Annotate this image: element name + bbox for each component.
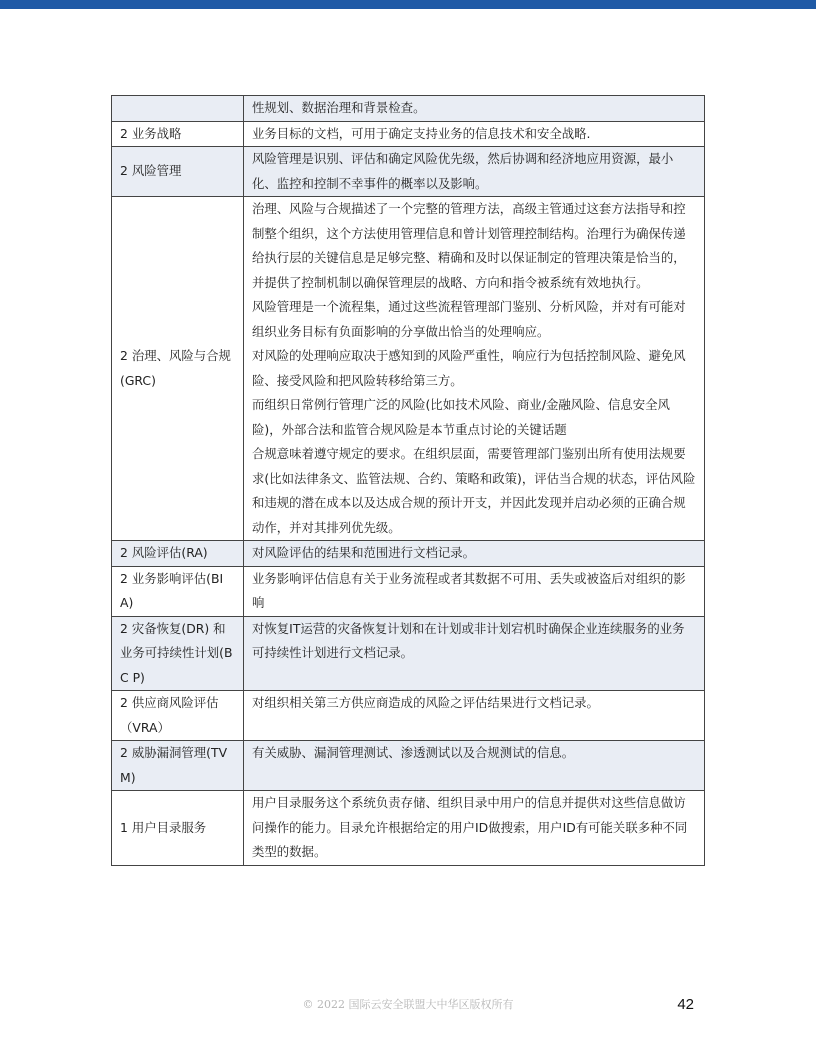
- paragraph: 治理、风险与合规描述了一个完整的管理方法，高级主管通过这套方法指导和控制整个组织，这个方法使用管理信息和曾计划管理控制结构。治理行为确保传递给执行层的关键信息是足够完整、精确和及时以保证制定的管理决策是恰当的，并提供了控制机制以确保管理层的战略、方向和指令被系统有效地执行。: [252, 201, 686, 290]
- description-cell: 对风险评估的结果和范围进行文档记录。: [244, 541, 705, 567]
- description-cell: 风险管理是识别、评估和确定风险优先级，然后协调和经济地应用资源，最小化、监控和控制不幸事件的概率以及影响。: [244, 147, 705, 197]
- term-cell: 2 供应商风险评估（VRA）: [112, 691, 244, 741]
- description-cell: 对组织相关第三方供应商造成的风险之评估结果进行文档记录。: [244, 691, 705, 741]
- description-cell: 业务影响评估信息有关于业务流程或者其数据不可用、丢失或被盗后对组织的影响: [244, 566, 705, 616]
- term-cell: 1 用户目录服务: [112, 791, 244, 866]
- header-accent-bar: [0, 0, 816, 9]
- term-cell: 2 业务战略: [112, 121, 244, 147]
- description-cell: 性规划、数据治理和背景检查。: [244, 96, 705, 122]
- term-cell: [112, 96, 244, 122]
- table-row: [112, 96, 705, 122]
- description-cell: 业务目标的文档，可用于确定支持业务的信息技术和安全战略.: [244, 121, 705, 147]
- page-number: 42: [677, 996, 694, 1013]
- footer-copyright: © 2022 国际云安全联盟大中华区版权所有: [302, 998, 514, 1011]
- table-row: [112, 147, 705, 197]
- paragraph: 风险管理是一个流程集，通过这些流程管理部门鉴别、分析风险，并对有可能对组织业务目标有负面影响的分享做出恰当的处理响应。: [252, 299, 686, 339]
- term-cell: 2 治理、风险与合规(GRC): [112, 197, 244, 541]
- term-cell: 2 灾备恢复(DR) 和业务可持续性计划(BC P): [112, 616, 244, 691]
- table-row: [112, 616, 705, 691]
- description-cell: 有关威胁、漏洞管理测试、渗透测试以及合规测试的信息。: [244, 741, 705, 791]
- table-row: [112, 197, 705, 541]
- description-cell: [244, 197, 705, 541]
- paragraph: 合规意味着遵守规定的要求。在组织层面，需要管理部门鉴别出所有使用法规要求(比如法律条文、监管法规、合约、策略和政策)，评估当合规的状态，评估风险和违规的潜在成本以及达成合规的预计开支，并因此发现并启动必须的正确合规动作，并对其排列优先级。: [252, 446, 696, 535]
- glossary-table: [111, 95, 705, 866]
- table-row: [112, 741, 705, 791]
- description-cell: 对恢复IT运营的灾备恢复计划和在计划或非计划宕机时确保企业连续服务的业务可持续性计划进行文档记录。: [244, 616, 705, 691]
- table-row: [112, 541, 705, 567]
- table-row: [112, 121, 705, 147]
- term-cell: 2 威胁漏洞管理(TVM): [112, 741, 244, 791]
- table-row: [112, 566, 705, 616]
- paragraph: 对风险的处理响应取决于感知到的风险严重性，响应行为包括控制风险、避免风险、接受风险和把风险转移给第三方。: [252, 348, 686, 388]
- table-row: [112, 691, 705, 741]
- term-cell: 2 业务影响评估(BIA): [112, 566, 244, 616]
- table-row: [112, 791, 705, 866]
- paragraph: 而组织日常例行管理广泛的风险(比如技术风险、商业/金融风险、信息安全风险)，外部合法和监管合规风险是本节重点讨论的关键话题: [252, 397, 670, 437]
- description-cell: 用户目录服务这个系统负责存储、组织目录中用户的信息并提供对这些信息做访问操作的能力。目录允许根据给定的用户ID做搜索，用户ID有可能关联多种不同类型的数据。: [244, 791, 705, 866]
- term-cell: 2 风险管理: [112, 147, 244, 197]
- term-cell: 2 风险评估(RA): [112, 541, 244, 567]
